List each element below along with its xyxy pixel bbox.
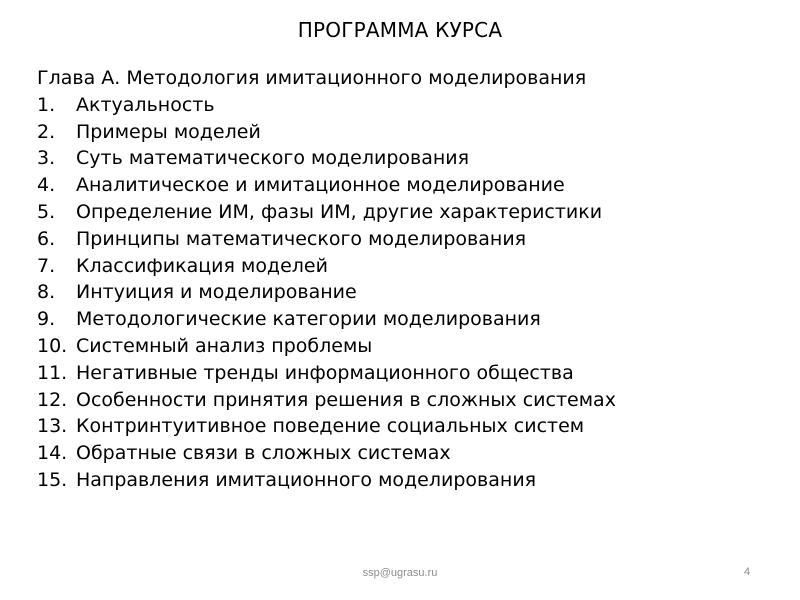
topic-list (37, 92, 777, 494)
topic-number: 12. (37, 388, 68, 411)
topic-text: Интуиция и моделирование (76, 281, 357, 304)
topic-item (37, 467, 777, 494)
topic-number: 7. (37, 254, 56, 277)
topic-number: 8. (37, 281, 56, 304)
topic-item (37, 360, 777, 387)
topic-text: Направления имитационного моделирования (76, 468, 537, 491)
topic-number: 1. (37, 93, 56, 116)
topic-item (37, 440, 777, 467)
topic-text: Негативные тренды информационного общества (76, 361, 574, 384)
topic-text: Особенности принятия решения в сложных системах (76, 388, 616, 411)
topic-text: Примеры моделей (76, 120, 261, 143)
topic-number: 13. (37, 415, 68, 438)
topic-text: Определение ИМ, фазы ИМ, другие характеристики (76, 200, 603, 223)
page-number: 4 (744, 566, 751, 578)
topic-item (37, 92, 777, 119)
footer-email: ssp@ugrasu.ru (362, 567, 438, 579)
topic-number: 2. (37, 120, 56, 143)
topic-item (37, 387, 777, 414)
topic-item (37, 199, 777, 226)
topic-text: Контринтуитивное поведение социальных систем (76, 415, 585, 438)
topic-number: 3. (37, 147, 56, 170)
topic-item (37, 413, 777, 440)
topic-item (37, 279, 777, 306)
topic-number: 11. (37, 361, 68, 384)
topic-number: 9. (37, 308, 56, 331)
topic-item (37, 333, 777, 360)
topic-number: 14. (37, 442, 68, 465)
topic-item (37, 306, 777, 333)
slide-title: ПРОГРАММА КУРСА (297, 18, 503, 42)
topic-number: 5. (37, 200, 56, 223)
topic-item (37, 145, 777, 172)
topic-item (37, 226, 777, 253)
topic-text: Суть математического моделирования (76, 147, 470, 170)
chapter-heading: Глава А. Методология имитационного моделирования (37, 67, 587, 89)
topic-text: Аналитическое и имитационное моделирование (76, 174, 565, 197)
topic-text: Методологические категории моделирования (76, 308, 541, 331)
topic-number: 4. (37, 174, 56, 197)
topic-text: Системный анализ проблемы (76, 334, 373, 357)
topic-item (37, 119, 777, 146)
slide-content (37, 65, 777, 494)
topic-number: 15. (37, 468, 68, 491)
topic-text: Принципы математического моделирования (76, 227, 527, 250)
topic-text: Обратные связи в сложных системах (76, 442, 451, 465)
topic-number: 6. (37, 227, 56, 250)
topic-item (37, 253, 777, 280)
topic-number: 10. (37, 334, 68, 357)
topic-text: Актуальность (76, 93, 215, 116)
topic-text: Классификация моделей (76, 254, 328, 277)
topic-item (37, 172, 777, 199)
